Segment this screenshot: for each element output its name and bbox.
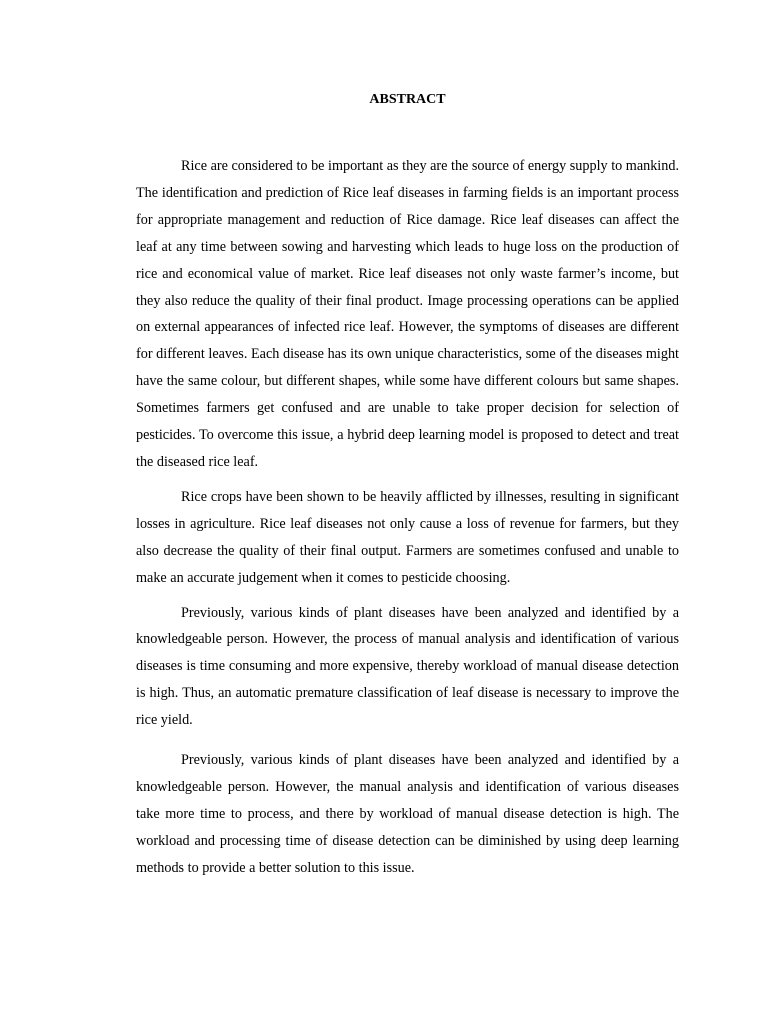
abstract-paragraph-1: Rice are considered to be important as they are the source of energy supply to mankind. The identification and prediction of Rice leaf diseases in farming fields is an important process for appropriate management and reduction of Rice damage. Rice leaf diseases can affect the leaf at any time between sowing and harvesting which leads to huge loss on the production of rice and economical value of market. Rice leaf diseases not only waste farmer’s income, but they also reduce the quality of their final product. Image processing operations can be applied on external appearances of infected rice leaf. However, the symptoms of diseases are different for different leaves. Each disease has its own unique characteristics, some of the diseases might have the same colour, but different shapes, while some have different colours but same shapes. Sometimes farmers get confused and are unable to take proper decision for selection of pesticides. To overcome this issue, a hybrid deep learning model is proposed to detect and treat the diseased rice leaf. [136, 158, 679, 470]
abstract-paragraph-4: Previously, various kinds of plant diseases have been analyzed and identified by a knowledgeable person. However, the manual analysis and identification of various diseases take more time to process, and there by workload of manual disease detection is high. The workload and processing time of disease detection can be diminished by using deep learning methods to provide a better solution to this issue. [136, 752, 679, 876]
abstract-paragraph-3: Previously, various kinds of plant diseases have been analyzed and identified by a knowledgeable person. However, the process of manual analysis and identification of various diseases is time consuming and more expensive, thereby workload of manual disease detection is high. Thus, an automatic premature classification of leaf disease is necessary to improve the rice yield. [136, 604, 679, 729]
abstract-paragraph-2: Rice crops have been shown to be heavily afflicted by illnesses, resulting in significant losses in agriculture. Rice leaf diseases not only cause a loss of revenue for farmers, but they also decrease the quality of their final output. Farmers are sometimes confused and unable to make an accurate judgement when it comes to pesticide choosing. [136, 488, 679, 586]
abstract-body [136, 153, 679, 882]
page-title: ABSTRACT [369, 92, 446, 107]
